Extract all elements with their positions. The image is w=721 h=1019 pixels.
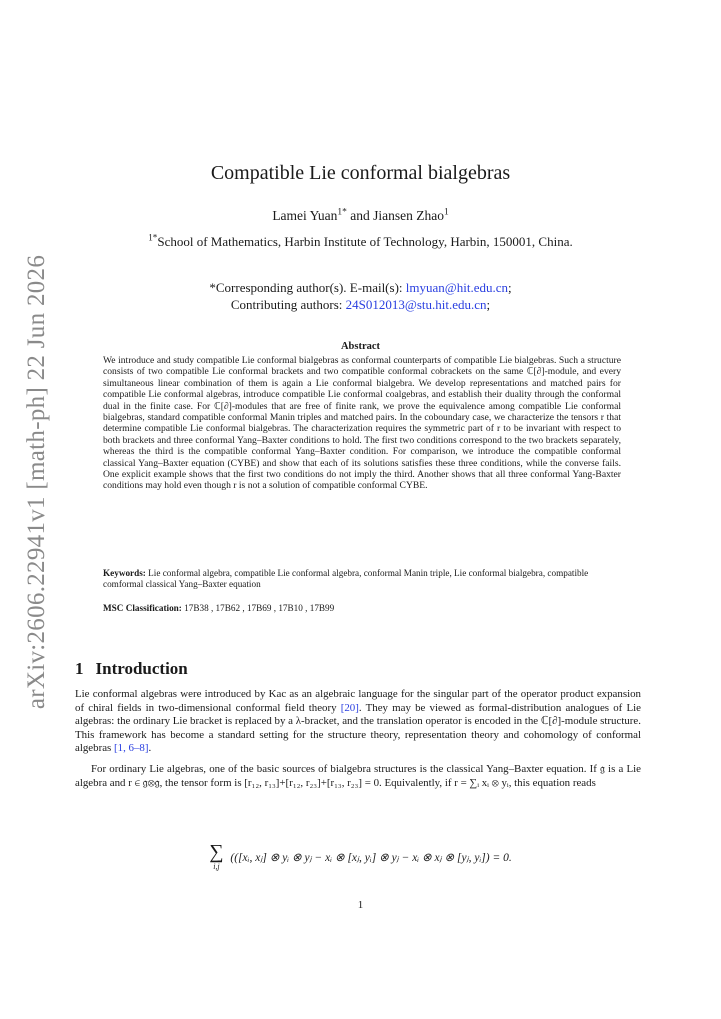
summation-symbol: ∑ [209,841,224,863]
keywords-label: Keywords: [103,568,146,578]
msc-label: MSC Classification: [103,603,182,613]
msc-classification [103,603,621,613]
corresponding-suffix: ; [508,280,512,295]
corresponding-author-line [0,279,721,296]
display-equation [0,842,721,871]
citation-link[interactable]: [20] [340,701,359,714]
page-number: 1 [357,899,364,911]
affiliation-text: School of Mathematics, Harbin Institute of Technology, Harbin, 150001, China. [157,234,573,249]
author-affiliation-mark: 1* [337,207,347,218]
paper-title: Compatible Lie conformal bialgebras [210,162,511,184]
paragraph-text: . They may be viewed as formal-distribution analogues of Lie algebras: the ordinary Lie bracket is replaced by a λ-bracket, and the translation operator is encoded in the ℂ[∂]-module structure. This framework has become a standard setting for the structure theory, representation theory and cohomology of conformal algebras [75,701,641,755]
contributing-label: Contributing authors: [230,297,346,312]
author-name: Jiansen Zhao [373,208,444,223]
affiliation-mark: 1* [148,232,158,243]
abstract-heading: Abstract [340,341,381,352]
affiliation [0,234,721,250]
keywords [103,568,621,590]
paragraph-text: . [148,742,152,755]
keywords-text: Lie conformal algebra, compatible Lie conformal algebra, conformal Manin triple, Lie conformal bialgebra, compatible comformal classical Yang–Baxter equation [103,568,589,590]
citation-link[interactable]: [1, 6–8] [114,742,149,755]
intro-paragraph-1 [75,688,641,756]
arxiv-identifier-stamp: arXiv:2606.22941v1 [math-ph] 22 Jun 2026 [23,254,50,710]
summation-index: i,j [213,862,220,871]
abstract-text: We introduce and study compatible Lie conformal bialgebras as conformal counterparts of compatible Lie bialgebras. Such a structure consists of two compatible Lie conformal brackets and two compatible conformal cobrackets on the same ℂ[∂]-module, and every simultaneous linear combination of them is again a Lie conformal bialgebra. We develop representations and matched pairs for compatible Lie conformal algebras, introduce compatible Lie conformal coalgebras, and establish their duality through the conformal dual in the finite case. For ℂ[∂]-modules that are free of finite rank, we prove the equivalence among compatible Lie conformal bialgebras, standard compatible conformal Manin triples and matched pairs. In the coboundary case, we characterize the tensors r that determine compatible Lie conformal bialgebras. The characterization requires the symmetric part of r to be invariant with respect to both brackets and three conformal Yang–Baxter conditions to hold. The first two conditions correspond to the two brackets separately, whereas the third is the compatible conformal Yang–Baxter condition. For comparison, we introduce the compatible conformal classical Yang–Baxter equation (CYBE) and show that each of its solutions satisfies these three conditions, while the converse fails. One explicit example shows that the first two conditions do not imply the third. Another shows that all three conformal Yang-Baxter conditions may hold even though r is not a solution of compatible conformal CYBE. [103,355,621,492]
equation-body: (([xᵢ, xⱼ] ⊗ yᵢ ⊗ yⱼ − xᵢ ⊗ [xⱼ, yᵢ] ⊗ yⱼ − xᵢ ⊗ xⱼ ⊗ [yⱼ, yᵢ]) = 0. [230,851,512,864]
corresponding-label: *Corresponding author(s). E-mail(s): [209,280,406,295]
correspondence-block [0,279,721,313]
section-number: 1 [75,659,84,678]
msc-codes: 17B38 , 17B62 , 17B69 , 17B10 , 17B99 [181,603,335,613]
paragraph-text: Lie conformal algebras were introduced by Kac as an algebraic language for the singular part of the operator product expansion of chiral fields in two-dimensional conformal field theory [75,688,641,714]
contributing-authors-line [0,296,721,313]
corresponding-email-link[interactable]: lmyuan@hit.edu.cn [405,280,508,295]
section-title: Introduction [95,659,188,678]
intro-paragraph-2: For ordinary Lie algebras, one of the basic sources of bialgebra structures is the classical Yang–Baxter equation. If 𝔤 is a Lie algebra and r ∈ 𝔤⊗𝔤, the tensor form is [r₁₂, r₁₃]+[r₁₂, r₂₃]+[r₁₃, r₂₃] = 0. Equivalently, if r = ∑ᵢ xᵢ ⊗ yᵢ, this equation reads [75,763,641,789]
author-affiliation-mark: 1 [443,207,449,218]
author-list [0,208,721,224]
summation [209,842,223,871]
contributing-suffix: ; [486,297,491,312]
author-name: Lamei Yuan [272,208,338,223]
contributing-email-link[interactable]: 24S012013@stu.hit.edu.cn [345,297,487,312]
section-heading [75,659,188,679]
author-conjunction: and [346,208,374,223]
